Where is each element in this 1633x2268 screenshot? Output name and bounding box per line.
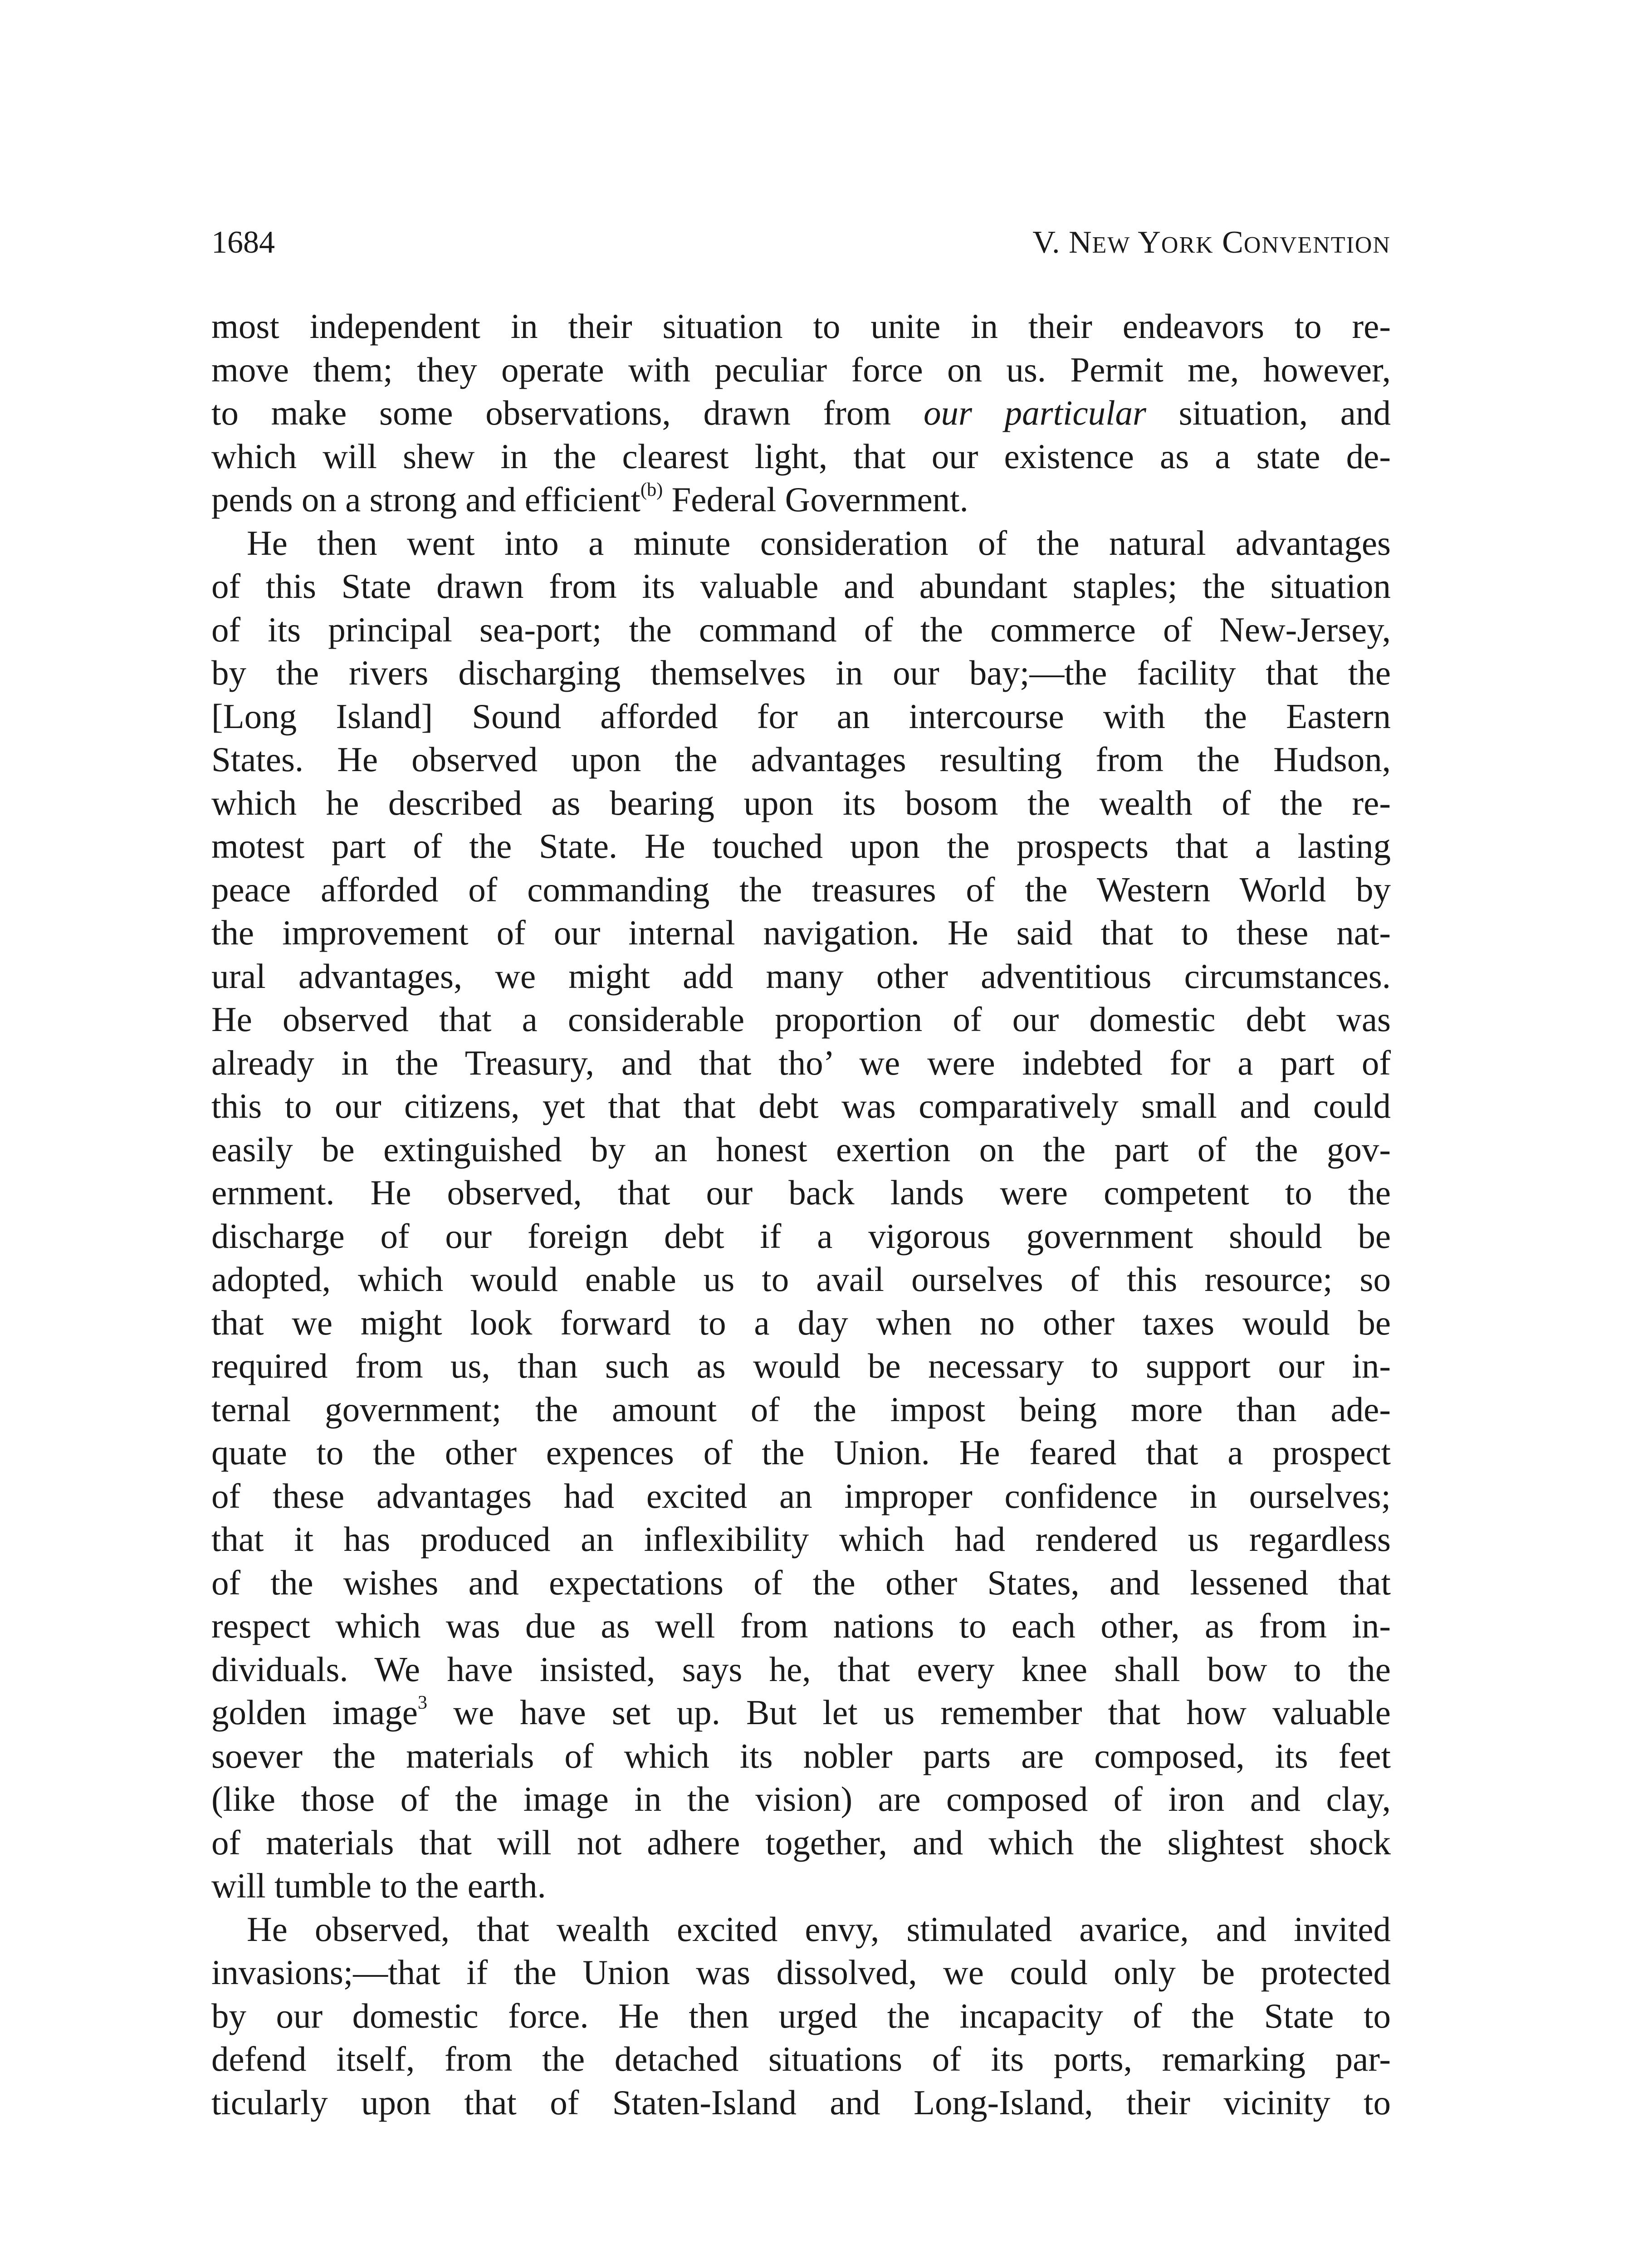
running-title-initial: Y (1138, 225, 1161, 260)
text-line: of its principal sea-port; the command of the commerce of New-Jersey, (211, 610, 1391, 649)
text-line: ticularly upon that of Staten-Island and Long-Island, their vicinity to (211, 2082, 1391, 2122)
text-line: peace afforded of commanding the treasures of the Western World by (211, 870, 1391, 909)
running-head (211, 222, 1391, 263)
text-line: which will shew in the clearest light, that our existence as a state de- (211, 436, 1391, 476)
text-line: already in the Treasury, and that tho’ we were indebted for a part of (211, 1043, 1391, 1082)
text-line: most independent in their situation to unite in their endeavors to re- (211, 307, 1391, 346)
text-line: He observed that a considerable proportion of our domestic debt was (211, 1000, 1391, 1039)
text-line: ural advantages, we might add many other adventitious circumstances. (211, 956, 1391, 996)
text-line: of the wishes and expectations of the other States, and lessened that (211, 1563, 1391, 1602)
text-run: to make some observations, drawn from (211, 393, 924, 432)
text-line: He then went into a minute consideration of the natural advantages (247, 523, 1391, 562)
text-line: quate to the other expences of the Union. He feared that a prospect (211, 1433, 1391, 1472)
text-run: pends on a strong and efficient (211, 480, 640, 519)
text-line: move them; they operate with peculiar force on us. Permit me, however, (211, 350, 1391, 389)
body-text (211, 305, 1391, 2124)
text-run: golden image (211, 1693, 418, 1732)
text-line (211, 1691, 1391, 1735)
running-title-smallcaps: ONVENTION (1243, 232, 1391, 258)
text-line: which he described as bearing upon its bosom the wealth of the re- (211, 783, 1391, 822)
text-line (211, 391, 1391, 435)
text-line: dividuals. We have insisted, says he, that every knee shall bow to the (211, 1649, 1391, 1689)
text-line: of materials that will not adhere together, and which the slightest shock (211, 1823, 1391, 1862)
text-line: by our domestic force. He then urged the incapacity of the State to (211, 1996, 1391, 2035)
running-title (1032, 222, 1391, 266)
text-line: [Long Island] Sound afforded for an intercourse with the Eastern (211, 696, 1391, 736)
paragraph (211, 305, 1391, 522)
page-number: 1684 (211, 225, 275, 260)
text-line: this to our citizens, yet that that debt was comparatively small and could (211, 1086, 1391, 1125)
text-line: adopted, which would enable us to avail ourselves of this resource; so (211, 1260, 1391, 1299)
text-line: defend itself, from the detached situations of its ports, remarking par- (211, 2039, 1391, 2078)
text-line: that we might look forward to a day when no other taxes would be (211, 1303, 1391, 1342)
text-line: by the rivers discharging themselves in our bay;—the facility that the (211, 653, 1391, 692)
italic-text: our particular (923, 393, 1146, 432)
text-run: Federal Government. (663, 480, 968, 519)
text-line: He observed, that wealth excited envy, stimulated avarice, and invited (247, 1909, 1391, 1949)
text-line: of these advantages had excited an improper confidence in ourselves; (211, 1476, 1391, 1515)
paragraph (211, 1908, 1391, 2125)
text-line: of this State drawn from its valuable and abundant staples; the situation (211, 567, 1391, 606)
text-line: ernment. He observed, that our back lands were competent to the (211, 1173, 1391, 1212)
text-line: that it has produced an inflexibility which had rendered us regardless (211, 1520, 1391, 1559)
text-line: easily be extinguished by an honest exertion on the part of the gov- (211, 1129, 1391, 1169)
text-line: respect which was due as well from nations to each other, as from in- (211, 1606, 1391, 1645)
text-line: States. He observed upon the advantages resulting from the Hudson, (211, 740, 1391, 779)
text-line: soever the materials of which its nobler parts are composed, its feet (211, 1736, 1391, 1775)
text-line: invasions;—that if the Union was dissolved, we could only be protected (211, 1953, 1391, 1992)
running-title-initial: N (1068, 225, 1092, 260)
running-title-smallcaps: ORK (1161, 232, 1214, 258)
text-line: required from us, than such as would be necessary to support our in- (211, 1346, 1391, 1385)
text-line: (like those of the image in the vision) are composed of iron and clay, (211, 1779, 1391, 1818)
footnote-marker: (b) (640, 479, 663, 501)
running-title-initial: C (1222, 225, 1244, 260)
text-line: discharge of our foreign debt if a vigorous government should be (211, 1216, 1391, 1256)
text-line: will tumble to the earth. (211, 1866, 546, 1905)
text-run: we have set up. But let us remember that how valuable (427, 1693, 1391, 1732)
text-line: motest part of the State. He touched upon the prospects that a lasting (211, 826, 1391, 865)
text-line: the improvement of our internal navigation. He said that to these nat- (211, 913, 1391, 952)
text-line: ternal government; the amount of the impost being more than ade- (211, 1389, 1391, 1429)
running-title-smallcaps: EW (1092, 232, 1131, 258)
text-run: situation, and (1146, 393, 1391, 432)
text-line (211, 478, 1391, 522)
paragraph (211, 522, 1391, 1908)
footnote-marker: 3 (417, 1692, 428, 1714)
running-title-roman: V. (1032, 225, 1061, 260)
